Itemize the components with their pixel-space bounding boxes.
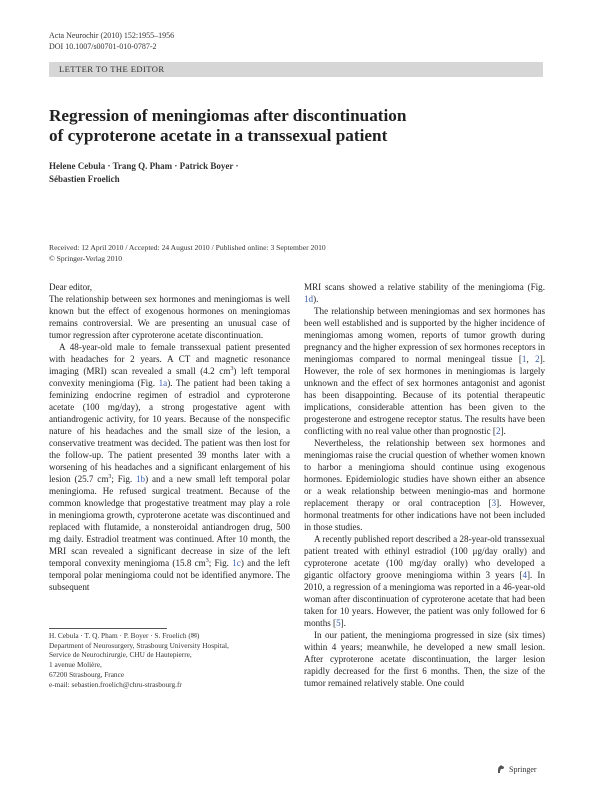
- footnote-divider: [49, 628, 167, 629]
- article-title: [49, 106, 509, 146]
- affiliation-email[interactable]: e-mail: sebastien.froelich@chru-strasbourg.fr: [49, 679, 182, 689]
- doi: DOI 10.1007/s00701-010-0787-2: [49, 41, 157, 51]
- paragraph: The relationship between sex hormones and meningiomas is well known but the effect of exogenous hormones on meningiomas remains controversial. We are presenting an unusual case of tumor regression after cyproterone acetate discontinuation.: [49, 294, 290, 340]
- citation-link[interactable]: 2: [535, 354, 540, 364]
- body-column-left: [49, 281, 290, 593]
- paragraph: MRI scans showed a relative stability of the meningioma (Fig. 1d).: [304, 282, 545, 304]
- springer-horse-icon: [496, 764, 506, 774]
- paragraph: A recently published report described a 28-year-old transsexual patient treated with ethinyl estradiol (100 μg/day orally) and cyproterone acetate (100 mg/day orally) who developed a gigantic olfactory groove meningioma within 3 years [4]. In 2010, a regression of a meningioma was reported in a 46-year-old woman after discontinuation of cyproterone acetate that had been taken for 10 years. However, the patient was only followed for 6 months [5].: [304, 534, 545, 628]
- figure-link[interactable]: 1d: [304, 294, 314, 304]
- citation-link[interactable]: 3: [491, 498, 497, 508]
- author-list: [49, 160, 239, 186]
- article-history: [49, 243, 326, 264]
- authors-line-1: Helene Cebula · Trang Q. Pham · Patrick Boyer ·: [49, 161, 239, 171]
- paragraph: A 48-year-old male to female transsexual patient presented with headaches for 2 years. A CT and magnetic resonance imaging (MRI) scan revealed a small (4.2 $cm^3$) left temporal convexity meningioma (Fig. 1a). The patient had been taking a feminizing endocrine regimen of estradiol and cyproterone acetate (100 mg/day), a strong progestative agent with antiandrogenic activity, for 10 years. Because of the nonspecific nature of his headaches and the small size of the lesion, a conservative treatment was decided. The patient was then lost for the follow-up. The patient presented 39 months later with a worsening of his headaches and a significant enlargement of his lesion (25.7 $cm^3$; Fig. 1b) and a new small left temporal polar meningioma. He refused surgical treatment. Because of the common knowledge that progestative treatment may play a role in meningioma growth, cyproterone acetate was discontinued and replaced with flutamide, a nonsteroidal antiandrogen drug, 500 mg daily. Estradiol treatment was continued. After 10 month, the MRI scan revealed a significant decrease in size of the left temporal convexity meningioma (15.8 $cm^3$; Fig. 1c) and the left temporal polar meningioma could not be identified anymore. The subsequent: [49, 342, 291, 592]
- paragraph: Nevertheless, the relationship between sex hormones and meningiomas raise the crucial question of whether women known to harbor a meningioma should continue using exogenous hormones. Epidemiologic studies have shown either an absence or a weak relationship between meningio-mas and hormone replacement therapy or oral contraception [3]. However, hormonal treatments for other indications have not been included in those studies.: [304, 438, 545, 532]
- publisher-name: Springer: [509, 764, 537, 774]
- affiliation-names: H. Cebula · T. Q. Pham · P. Boyer · S. Froelich (✉): [49, 631, 200, 640]
- citation-link[interactable]: 2: [495, 426, 501, 436]
- affiliation-service: Service de Neurochirurgie, CHU de Hautepierre,: [49, 650, 192, 660]
- figure-link[interactable]: 1c: [232, 558, 241, 568]
- affiliation-street: 1 avenue Molière,: [49, 660, 102, 670]
- authors-line-2: Sébastien Froelich: [49, 174, 120, 184]
- journal-header: [49, 31, 174, 52]
- journal-citation: Acta Neurochir (2010) 152:1955–1956: [49, 31, 175, 40]
- citation-link[interactable]: 1: [521, 354, 527, 364]
- section-banner: [49, 62, 543, 77]
- body-column-right: [304, 281, 545, 689]
- paragraph: The relationship between meningiomas and sex hormones has been well established and is supported by the higher incidence of meningiomas among women, reports of tumor growth during pregnancy and the higher expression of sex hormones receptors in meningiomas compared to normal meningeal tissue [1, 2]. However, the role of sex hormones in meningiomas is largely unknown and the effect of sex hormones antagonist and agonist has been disappointing. Because of its potential therapeutic implications, considerable attention has been given to the progesterone and estrogene receptor status. The results have been conflicting with no real value other than prognostic [2].: [304, 306, 545, 436]
- figure-link[interactable]: 1a: [158, 378, 168, 388]
- section-label: LETTER TO THE EDITOR: [59, 64, 165, 74]
- citation-link[interactable]: 5: [336, 618, 341, 628]
- affiliation-department: Department of Neurosurgery, Strasbourg University Hospital,: [49, 640, 229, 650]
- affiliation-city: 67200 Strasbourg, France: [49, 669, 125, 679]
- figure-link[interactable]: 1b: [136, 474, 146, 484]
- author-affiliation: [49, 631, 229, 689]
- publisher-logo: [496, 764, 537, 774]
- publication-dates: Received: 12 April 2010 / Accepted: 24 August 2010 / Published online: 3 September 2010: [49, 243, 326, 252]
- citation-link[interactable]: 4: [522, 570, 528, 580]
- title-line-2: of cyproterone acetate in a transsexual patient: [49, 126, 388, 145]
- title-line-1: Regression of meningiomas after discontinuation: [49, 106, 407, 125]
- paragraph: In our patient, the meningioma progressed in size (six times) within 4 years; meanwhile, he developed a new small lesion. After cyproterone acetate discontinuation, the larger lesion rapidly decreased for the first 6 months. Then, the size of the tumor remained relatively stable. One could: [304, 630, 545, 688]
- salutation: Dear editor,: [49, 282, 93, 292]
- copyright: © Springer-Verlag 2010: [49, 253, 123, 263]
